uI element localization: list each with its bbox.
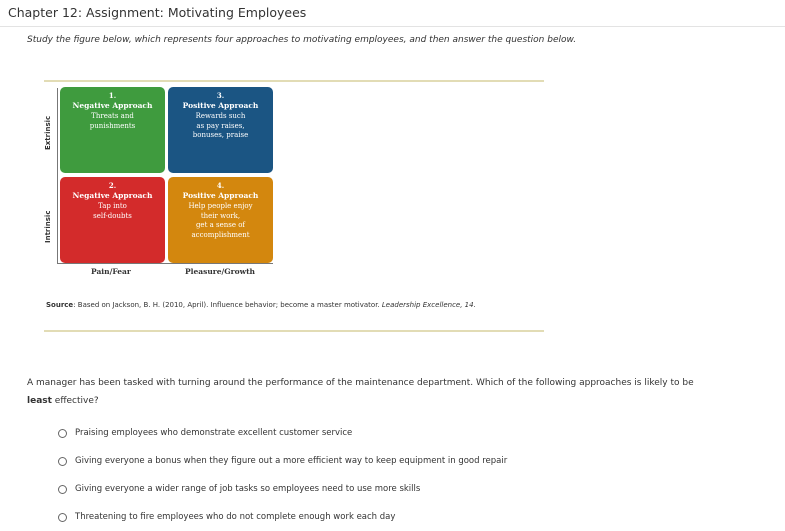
y-axis-label-extrinsic: Extrinsic	[44, 115, 52, 150]
x-axis-label-pain: Pain/Fear	[91, 267, 131, 276]
answer-option[interactable]	[58, 426, 352, 440]
quadrant-desc: Tap into self-doubts	[93, 202, 132, 220]
quadrant-desc: Rewards such as pay raises, bonuses, praise	[192, 112, 249, 139]
answer-option[interactable]	[58, 482, 420, 496]
source-label: Source	[46, 301, 74, 309]
question-emphasis: least	[27, 396, 52, 406]
quadrant-title: Positive Approach	[182, 101, 259, 110]
page-header	[0, 0, 785, 27]
quadrant-number: 4.	[216, 181, 225, 190]
radio-button[interactable]	[58, 429, 67, 438]
quadrant-desc: Help people enjoy their work, get a sense of accomplishment	[188, 202, 253, 239]
x-axis-label-pleasure: Pleasure/Growth	[185, 267, 255, 276]
question-body: A manager has been tasked with turning around the performance of the maintenance department. Which of the following approaches is likely to be	[27, 378, 694, 388]
quadrant-number: 2.	[108, 181, 117, 190]
quadrant-title: Negative Approach	[72, 101, 153, 110]
option-label[interactable]: Praising employees who demonstrate excellent customer service	[75, 428, 353, 438]
divider-top	[44, 80, 544, 82]
option-label[interactable]: Giving everyone a wider range of job tasks so employees need to use more skills	[75, 484, 421, 494]
radio-button[interactable]	[58, 457, 67, 466]
radio-button[interactable]	[58, 513, 67, 522]
option-label[interactable]: Giving everyone a bonus when they figure out a more efficient way to keep equipment in good repair	[75, 456, 508, 466]
quadrant-title: Negative Approach	[72, 191, 153, 200]
source-journal: Leadership Excellence, 14.	[381, 301, 476, 309]
x-axis-line	[57, 263, 273, 264]
quadrant-number: 1.	[108, 91, 117, 100]
answer-option[interactable]	[58, 510, 395, 524]
quadrant-title: Positive Approach	[182, 191, 259, 200]
quadrant-3	[168, 87, 273, 173]
question-text	[27, 374, 767, 410]
source-citation	[46, 301, 476, 309]
quadrant-1	[60, 87, 165, 173]
quadrant-desc: Threats and punishments	[89, 112, 136, 130]
answer-option[interactable]	[58, 454, 507, 468]
quadrant-2	[60, 177, 165, 263]
instruction-text: Study the figure below, which represents four approaches to motivating employees, and then answer the question below.	[27, 35, 577, 45]
quadrant-number: 3.	[216, 91, 225, 100]
divider-bottom	[44, 330, 544, 332]
y-axis-line	[57, 88, 58, 263]
option-label[interactable]: Threatening to fire employees who do not complete enough work each day	[75, 512, 396, 522]
question-tail: effective?	[51, 396, 99, 406]
y-axis-label-intrinsic: Intrinsic	[44, 210, 52, 243]
source-text: : Based on Jackson, B. H. (2010, April). Influence behavior; become a master motivator.	[73, 301, 380, 309]
quadrant-4	[168, 177, 273, 263]
radio-button[interactable]	[58, 485, 67, 494]
page-title: Chapter 12: Assignment: Motivating Employees	[8, 5, 307, 20]
